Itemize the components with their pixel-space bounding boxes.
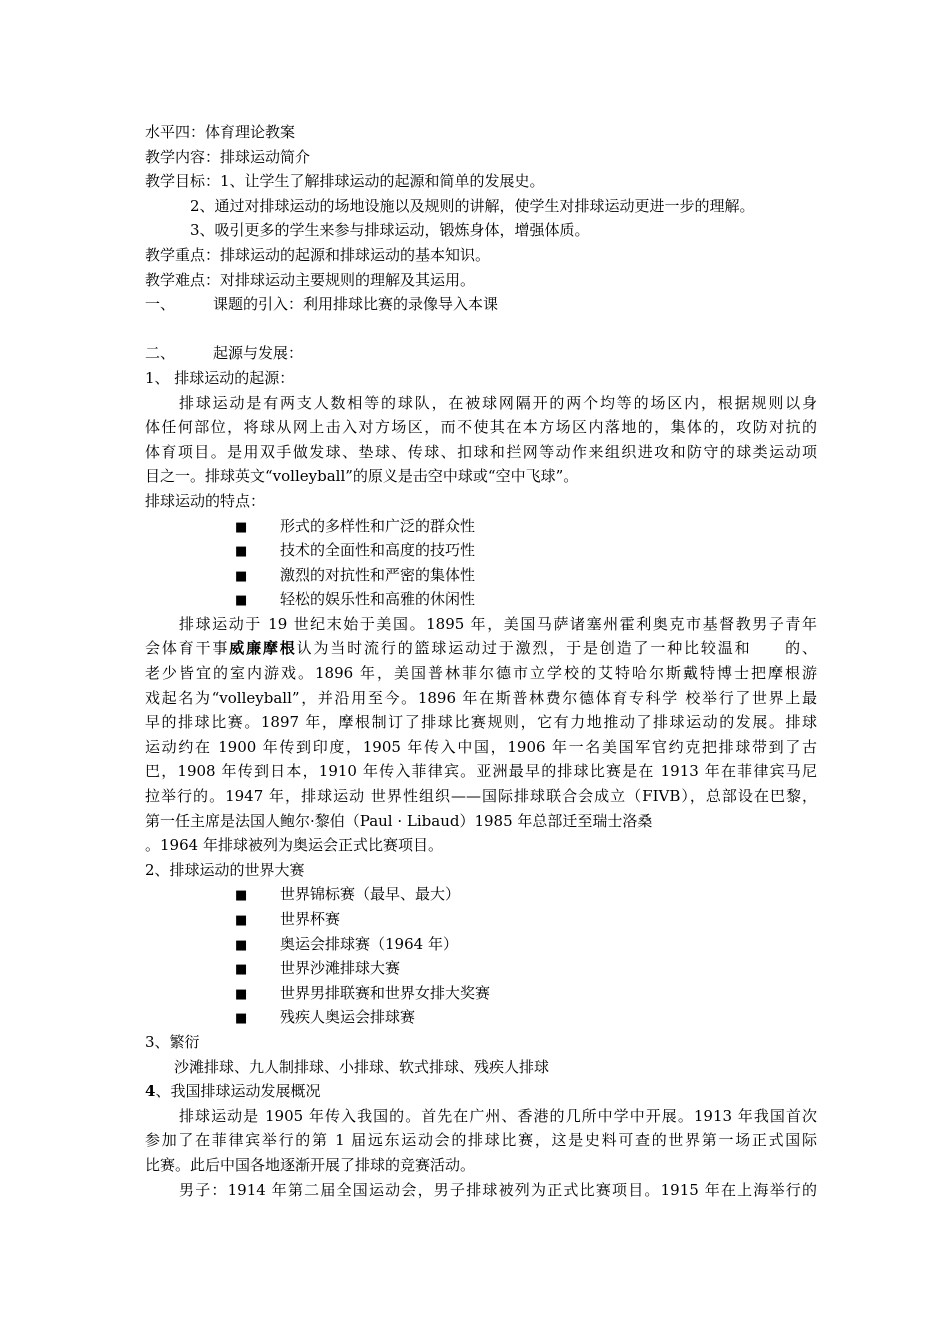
section-1-text: 课题的引入：利用排球比赛的录像导入本课 xyxy=(213,295,499,314)
square-bullet-icon: ■ xyxy=(235,1011,248,1027)
origin-paragraph-line: 体育项目。是用双手做发球、垫球、传球、扣球和拦网等动作来组织进攻和防守的球类运动项 xyxy=(145,442,817,461)
doc-title: 水平四：体育理论教案 xyxy=(145,123,296,141)
teaching-goal-3: 3、吸引更多的学生来参与排球运动，锻炼身体，增强体质。 xyxy=(190,221,590,240)
william-morgan-name: 威廉摩根 xyxy=(229,639,297,658)
feature-item xyxy=(145,514,817,539)
section-1-number: 一、 xyxy=(145,295,176,314)
teaching-content: 教学内容：排球运动简介 xyxy=(145,147,311,166)
competitions-heading: 2、排球运动的世界大赛 xyxy=(145,860,305,879)
feature-item xyxy=(145,563,817,588)
feature-text: 激烈的对抗性和严密的集体性 xyxy=(280,565,476,584)
competition-item xyxy=(145,932,817,957)
competition-text: 残疾人奥运会排球赛 xyxy=(280,1008,416,1027)
origin-heading: 1、 排球运动的起源： xyxy=(145,368,295,387)
competition-text: 世界杯赛 xyxy=(280,910,341,928)
section-1 xyxy=(145,292,817,317)
teaching-goal-1: 教学目标：1、让学生了解排球运动的起源和简单的发展史。 xyxy=(145,172,545,191)
china-paragraph-line: 比赛。此后中国各地逐渐开展了排球的竞赛活动。 xyxy=(145,1155,476,1174)
origin-paragraph-line: 体任何部位，将球从网上击入对方场区，而不使其在本方场区内落地的，集体的，攻防对抗的 xyxy=(145,418,817,437)
history-line: 排球运动于 19 世纪末始于美国。1895 年，美国马萨诸塞州霍利奥克市基督教男子青年 xyxy=(179,614,817,633)
blank-line xyxy=(145,317,817,342)
china-heading-text: 、我国排球运动发展概况 xyxy=(155,1082,321,1101)
competition-text: 奥运会排球赛（1964 年） xyxy=(280,934,458,953)
origin-paragraph-line: 目之一。排球英文“volleyball”的原义是击空中球或“空中飞球”。 xyxy=(145,467,579,486)
china-heading xyxy=(145,1079,817,1104)
china-paragraph-line: 排球运动是 1905 年传入我国的。首先在广州、香港的几所中学中开展。1913 年我国首次 xyxy=(179,1106,817,1125)
history-line: 会体育干事威廉摩根认为当时流行的篮球运动过于激烈，于是创造了一种比较温和 的、 xyxy=(145,639,817,658)
history-line: 第一任主席是法国人鲍尔·黎伯（Paul · Libaud）1985 年总部迁至瑞士洛桑 xyxy=(145,811,653,830)
competition-item xyxy=(145,1005,817,1030)
competition-text: 世界锦标赛（最早、最大） xyxy=(280,885,461,904)
competition-item xyxy=(145,907,817,932)
square-bullet-icon: ■ xyxy=(235,593,248,609)
square-bullet-icon: ■ xyxy=(235,888,248,904)
square-bullet-icon: ■ xyxy=(235,937,248,953)
china-heading-number: 4 xyxy=(145,1082,156,1101)
feature-item xyxy=(145,538,817,563)
section-2-number: 二、 xyxy=(145,344,176,363)
square-bullet-icon: ■ xyxy=(235,962,248,978)
teaching-goal-2: 2、通过对排球运动的场地设施以及规则的讲解，使学生对排球运动更进一步的理解。 xyxy=(190,196,755,215)
history-line: 运动约在 1900 年传到印度，1905 年传入中国，1906 年一名美国军官约克把排球带到了古 xyxy=(145,737,817,756)
derivatives-heading: 3、繁衍 xyxy=(145,1032,200,1051)
history-line: 。1964 年排球被列为奥运会正式比赛项目。 xyxy=(145,836,443,855)
competition-text: 世界沙滩排球大赛 xyxy=(280,959,401,978)
square-bullet-icon: ■ xyxy=(235,986,248,1002)
feature-text: 技术的全面性和高度的技巧性 xyxy=(280,541,476,560)
history-line: 戏起名为“volleyball”，并沿用至今。1896 年在斯普林费尔德体育专科学 校举行了世界上最 xyxy=(145,688,817,707)
section-2 xyxy=(145,341,817,366)
teaching-difficulty: 教学难点：对排球运动主要规则的理解及其运用。 xyxy=(145,270,476,289)
document-page xyxy=(145,120,817,1202)
competition-text: 世界男排联赛和世界女排大奖赛 xyxy=(280,983,491,1002)
section-2-text: 起源与发展： xyxy=(213,344,304,363)
origin-paragraph-line: 排球运动是有两支人数相等的球队，在被球网隔开的两个均等的场区内，根据规则以身 xyxy=(179,393,817,412)
feature-item xyxy=(145,587,817,612)
square-bullet-icon: ■ xyxy=(235,519,248,535)
derivatives-text: 沙滩排球、九人制排球、小排球、软式排球、残疾人排球 xyxy=(174,1057,550,1076)
history-line: 巴，1908 年传到日本，1910 年传入菲律宾。亚洲最早的排球比赛是在 1913 年在菲律宾马尼 xyxy=(145,762,817,781)
competition-item xyxy=(145,981,817,1006)
square-bullet-icon: ■ xyxy=(235,568,248,584)
teaching-key-point: 教学重点：排球运动的起源和排球运动的基本知识。 xyxy=(145,245,491,264)
competition-item xyxy=(145,956,817,981)
history-line: 老少皆宜的室内游戏。1896 年，美国普林菲尔德市立学校的艾特哈尔斯戴特博士把摩根游 xyxy=(145,664,817,683)
square-bullet-icon: ■ xyxy=(235,913,248,928)
competition-item xyxy=(145,882,817,907)
china-men-line: 男子：1914 年第二届全国运动会，男子排球被列为正式比赛项目。1915 年在上海举行的 xyxy=(179,1180,817,1199)
history-line: 早的排球比赛。1897 年，摩根制订了排球比赛规则，它有力地推动了排球运动的发展。排球 xyxy=(145,713,817,732)
feature-text: 形式的多样性和广泛的群众性 xyxy=(280,516,476,535)
feature-text: 轻松的娱乐性和高雅的休闲性 xyxy=(280,590,476,609)
china-paragraph-line: 参加了在菲律宾举行的第 1 届远东运动会的排球比赛，这是史料可查的世界第一场正式国际 xyxy=(145,1131,817,1150)
features-heading: 排球运动的特点： xyxy=(145,491,266,510)
square-bullet-icon: ■ xyxy=(235,544,248,560)
history-line: 拉举行的。1947 年，排球运动 世界性组织——国际排球联合会成立（FIVB），总部设在巴黎， xyxy=(145,787,817,806)
